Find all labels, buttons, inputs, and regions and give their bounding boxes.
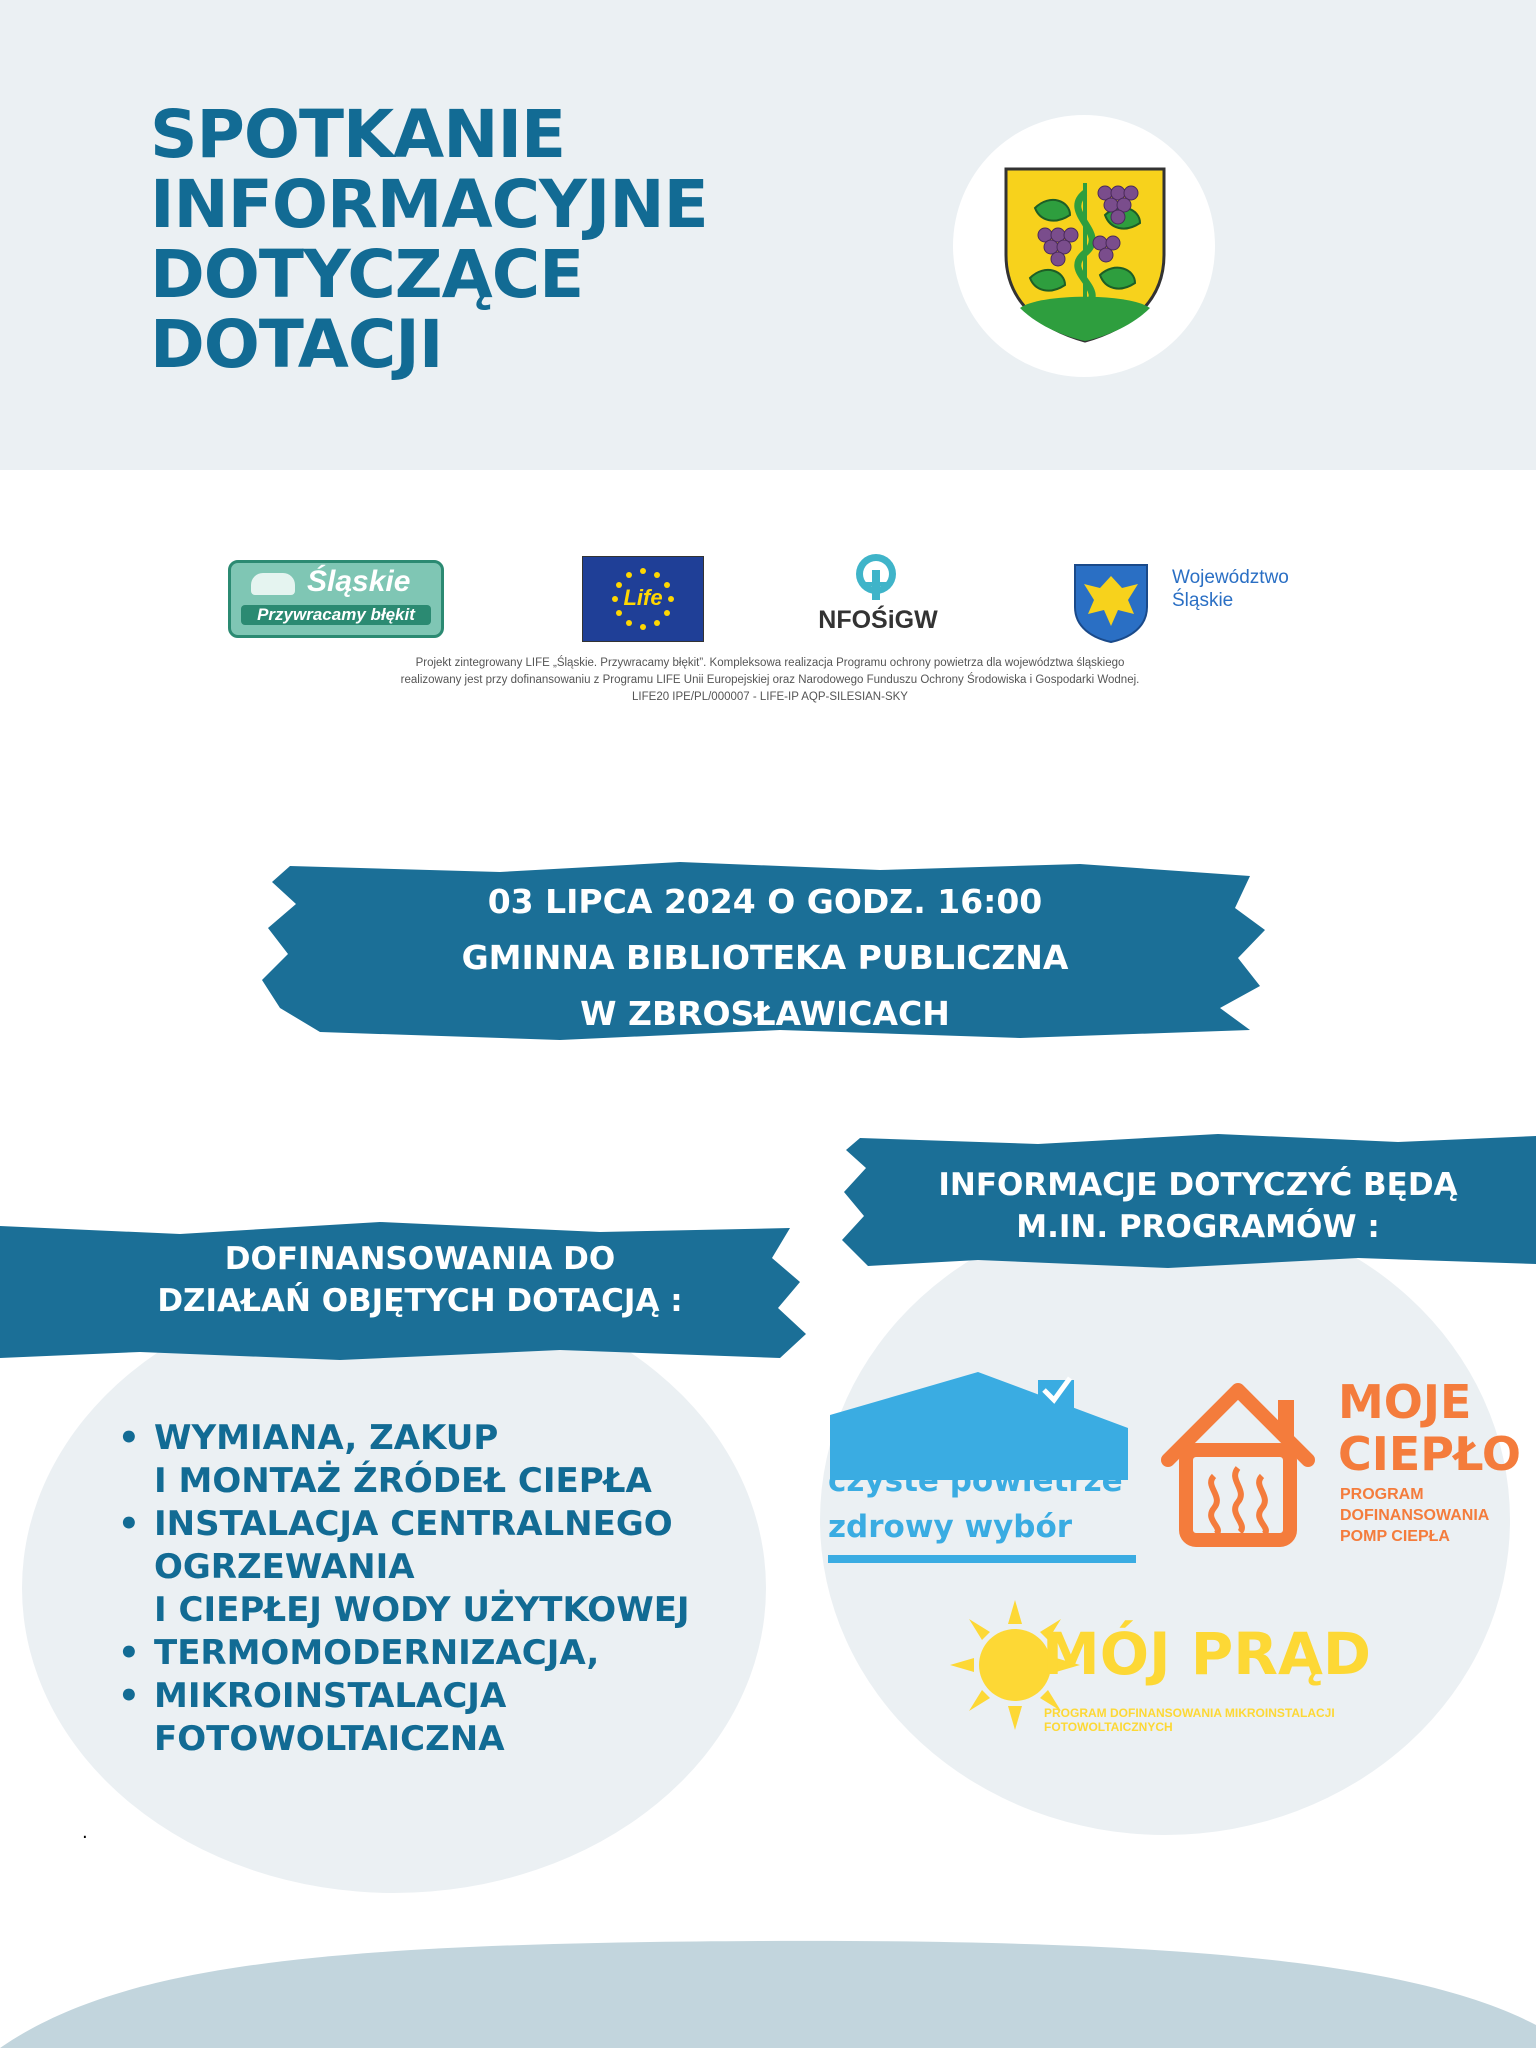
actions-heading-line-2: DZIAŁAŃ OBJĘTYCH DOTACJĄ : xyxy=(157,1283,683,1319)
czyste-powietrze-underline xyxy=(828,1555,1136,1563)
title-line-2: INFORMACYJNE xyxy=(150,166,708,243)
wojewodztwo-line-1: Województwo xyxy=(1172,567,1289,588)
actions-heading-line-1: DOFINANSOWANIA DO xyxy=(224,1241,616,1277)
life-logo xyxy=(582,556,704,642)
programs-heading-line-2: M.IN. PROGRAMÓW : xyxy=(1016,1209,1380,1245)
moje-cieplo-house-icon xyxy=(1160,1378,1316,1548)
project-note-line-1: Projekt zintegrowany LIFE „Śląskie. Przywracamy błękit”. Kompleksowa realizacja Programu ochrony powietrza dla województwa śląskiego xyxy=(415,657,1125,669)
czyste-powietrze-line-1: czyste powietrze xyxy=(828,1463,1123,1499)
title-line-1: SPOTKANIE xyxy=(150,96,566,173)
wojewodztwo-logo-text xyxy=(1172,566,1289,612)
czyste-powietrze-logo-text xyxy=(828,1458,1123,1550)
slaskie-logo-title: Śląskie xyxy=(307,565,411,598)
event-place-line-1: GMINNA BIBLIOTEKA PUBLICZNA xyxy=(461,938,1069,977)
nfosigw-logo-text: NFOŚiGW xyxy=(818,606,938,634)
list-item: • TERMOMODERNIZACJA, xyxy=(118,1632,690,1675)
event-info xyxy=(260,874,1270,1042)
slaskie-logo xyxy=(228,560,444,638)
czyste-powietrze-line-2: zdrowy wybór xyxy=(828,1509,1073,1545)
event-place-line-2: W ZBROSŁAWICACH xyxy=(580,994,950,1033)
moj-prad-title: MÓJ PRĄD xyxy=(1042,1620,1371,1688)
title-line-3: DOTYCZĄCE xyxy=(150,236,584,313)
event-date: 03 LIPCA 2024 O GODZ. 16:00 xyxy=(487,882,1043,921)
programs-heading xyxy=(860,1164,1536,1248)
slaskie-logo-subtitle: Przywracamy błękit xyxy=(241,605,431,625)
moj-prad-subtitle xyxy=(1044,1706,1335,1734)
moj-prad-sub-2: FOTOWOLTAICZNYCH xyxy=(1044,1720,1173,1734)
moje-cieplo-title xyxy=(1338,1376,1521,1480)
list-item: • MIKROINSTALACJA FOTOWOLTAICZNA xyxy=(118,1675,690,1761)
silesia-eagle-crest-icon xyxy=(1072,562,1150,644)
bottom-wave xyxy=(0,1935,1536,2048)
municipality-crest-icon xyxy=(1000,163,1170,343)
actions-list xyxy=(118,1417,690,1761)
programs-heading-line-1: INFORMACJE DOTYCZYĆ BĘDĄ xyxy=(938,1167,1458,1203)
moje-cieplo-subtitle xyxy=(1340,1484,1489,1547)
moje-cieplo-line-2: CIEPŁO xyxy=(1338,1427,1522,1481)
moj-prad-sub-1: PROGRAM DOFINANSOWANIA MIKROINSTALACJI xyxy=(1044,1706,1335,1720)
moje-cieplo-sub-3: POMP CIEPŁA xyxy=(1340,1528,1450,1545)
title-line-4: DOTACJI xyxy=(150,306,443,383)
project-note xyxy=(190,655,1350,706)
nfosigw-tree-icon xyxy=(848,552,904,602)
list-item: • INSTALACJA CENTRALNEGO OGRZEWANIA I CIEPŁEJ WODY UŻYTKOWEJ xyxy=(118,1503,690,1632)
moje-cieplo-line-1: MOJE xyxy=(1338,1375,1472,1429)
stray-dot: . xyxy=(82,1822,88,1843)
page-title xyxy=(150,96,708,383)
moje-cieplo-sub-2: DOFINANSOWANIA xyxy=(1340,1507,1490,1524)
cloud-icon xyxy=(251,573,295,595)
actions-heading xyxy=(0,1238,840,1322)
project-note-line-3: LIFE20 IPE/PL/000007 - LIFE-IP AQP-SILESIAN-SKY xyxy=(632,691,908,703)
life-logo-text: Life xyxy=(623,585,663,610)
project-note-line-2: realizowany jest przy dofinansowaniu z Programu LIFE Unii Europejskiej oraz Narodowego Funduszu Ochrony Środowiska i Gospodarki Wodnej. xyxy=(400,674,1140,686)
wojewodztwo-line-2: Śląskie xyxy=(1172,590,1234,611)
moje-cieplo-sub-1: PROGRAM xyxy=(1340,1486,1424,1503)
list-item: • WYMIANA, ZAKUP I MONTAŻ ŹRÓDEŁ CIEPŁA xyxy=(118,1417,690,1503)
